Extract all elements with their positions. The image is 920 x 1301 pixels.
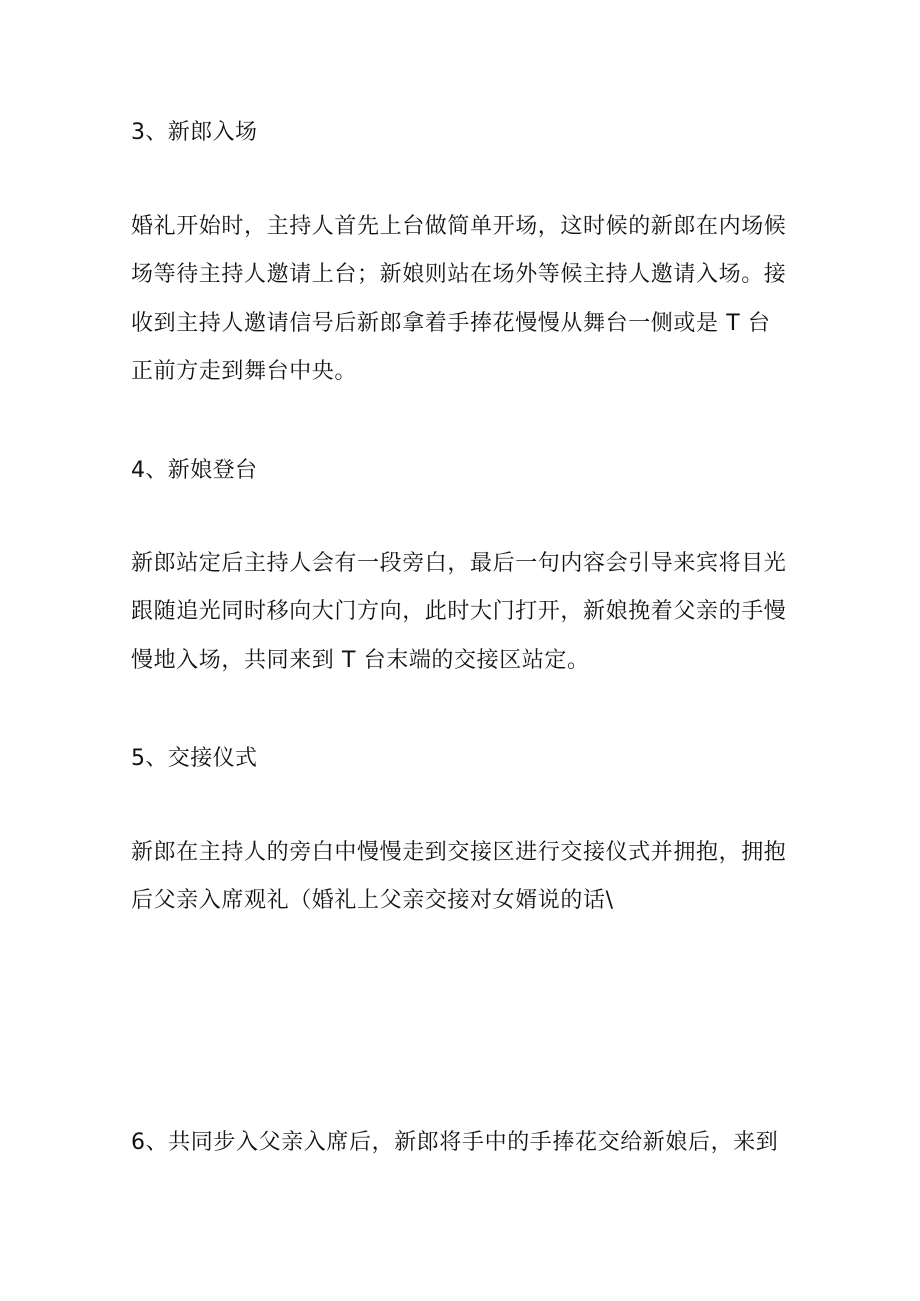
paragraph-line: 婚礼开始时，主持人首先上台做简单开场，这时候的新郎在内场候: [131, 214, 787, 239]
paragraph-line: 跟随追光同时移向大门方向，此时大门打开，新娘挽着父亲的手慢: [131, 599, 787, 624]
paragraph-line: 后父亲入席观礼（婚礼上父亲交接对女婿说的话\: [131, 888, 614, 913]
paragraph-line: 新郎在主持人的旁白中慢慢走到交接区进行交接仪式并拥抱，拥抱: [131, 840, 787, 865]
paragraph-line: 正前方走到舞台中央。: [131, 359, 358, 384]
paragraph-line-step-6: 6、共同步入父亲入席后，新郎将手中的手捧花交给新娘后，来到: [131, 1130, 779, 1155]
section-heading-3: 3、新郎入场: [131, 120, 258, 145]
section-heading-5: 5、交接仪式: [131, 746, 258, 771]
paragraph-line: 新郎站定后主持人会有一段旁白，最后一句内容会引导来宾将目光: [131, 551, 787, 576]
paragraph-line: 收到主持人邀请信号后新郎拿着手捧花慢慢从舞台一侧或是 T 台: [131, 311, 771, 336]
section-heading-4: 4、新娘登台: [131, 458, 258, 483]
paragraph-line: 慢地入场，共同来到 T 台末端的交接区站定。: [131, 648, 590, 673]
paragraph-line: 场等待主持人邀请上台；新娘则站在场外等候主持人邀请入场。接: [131, 262, 787, 287]
